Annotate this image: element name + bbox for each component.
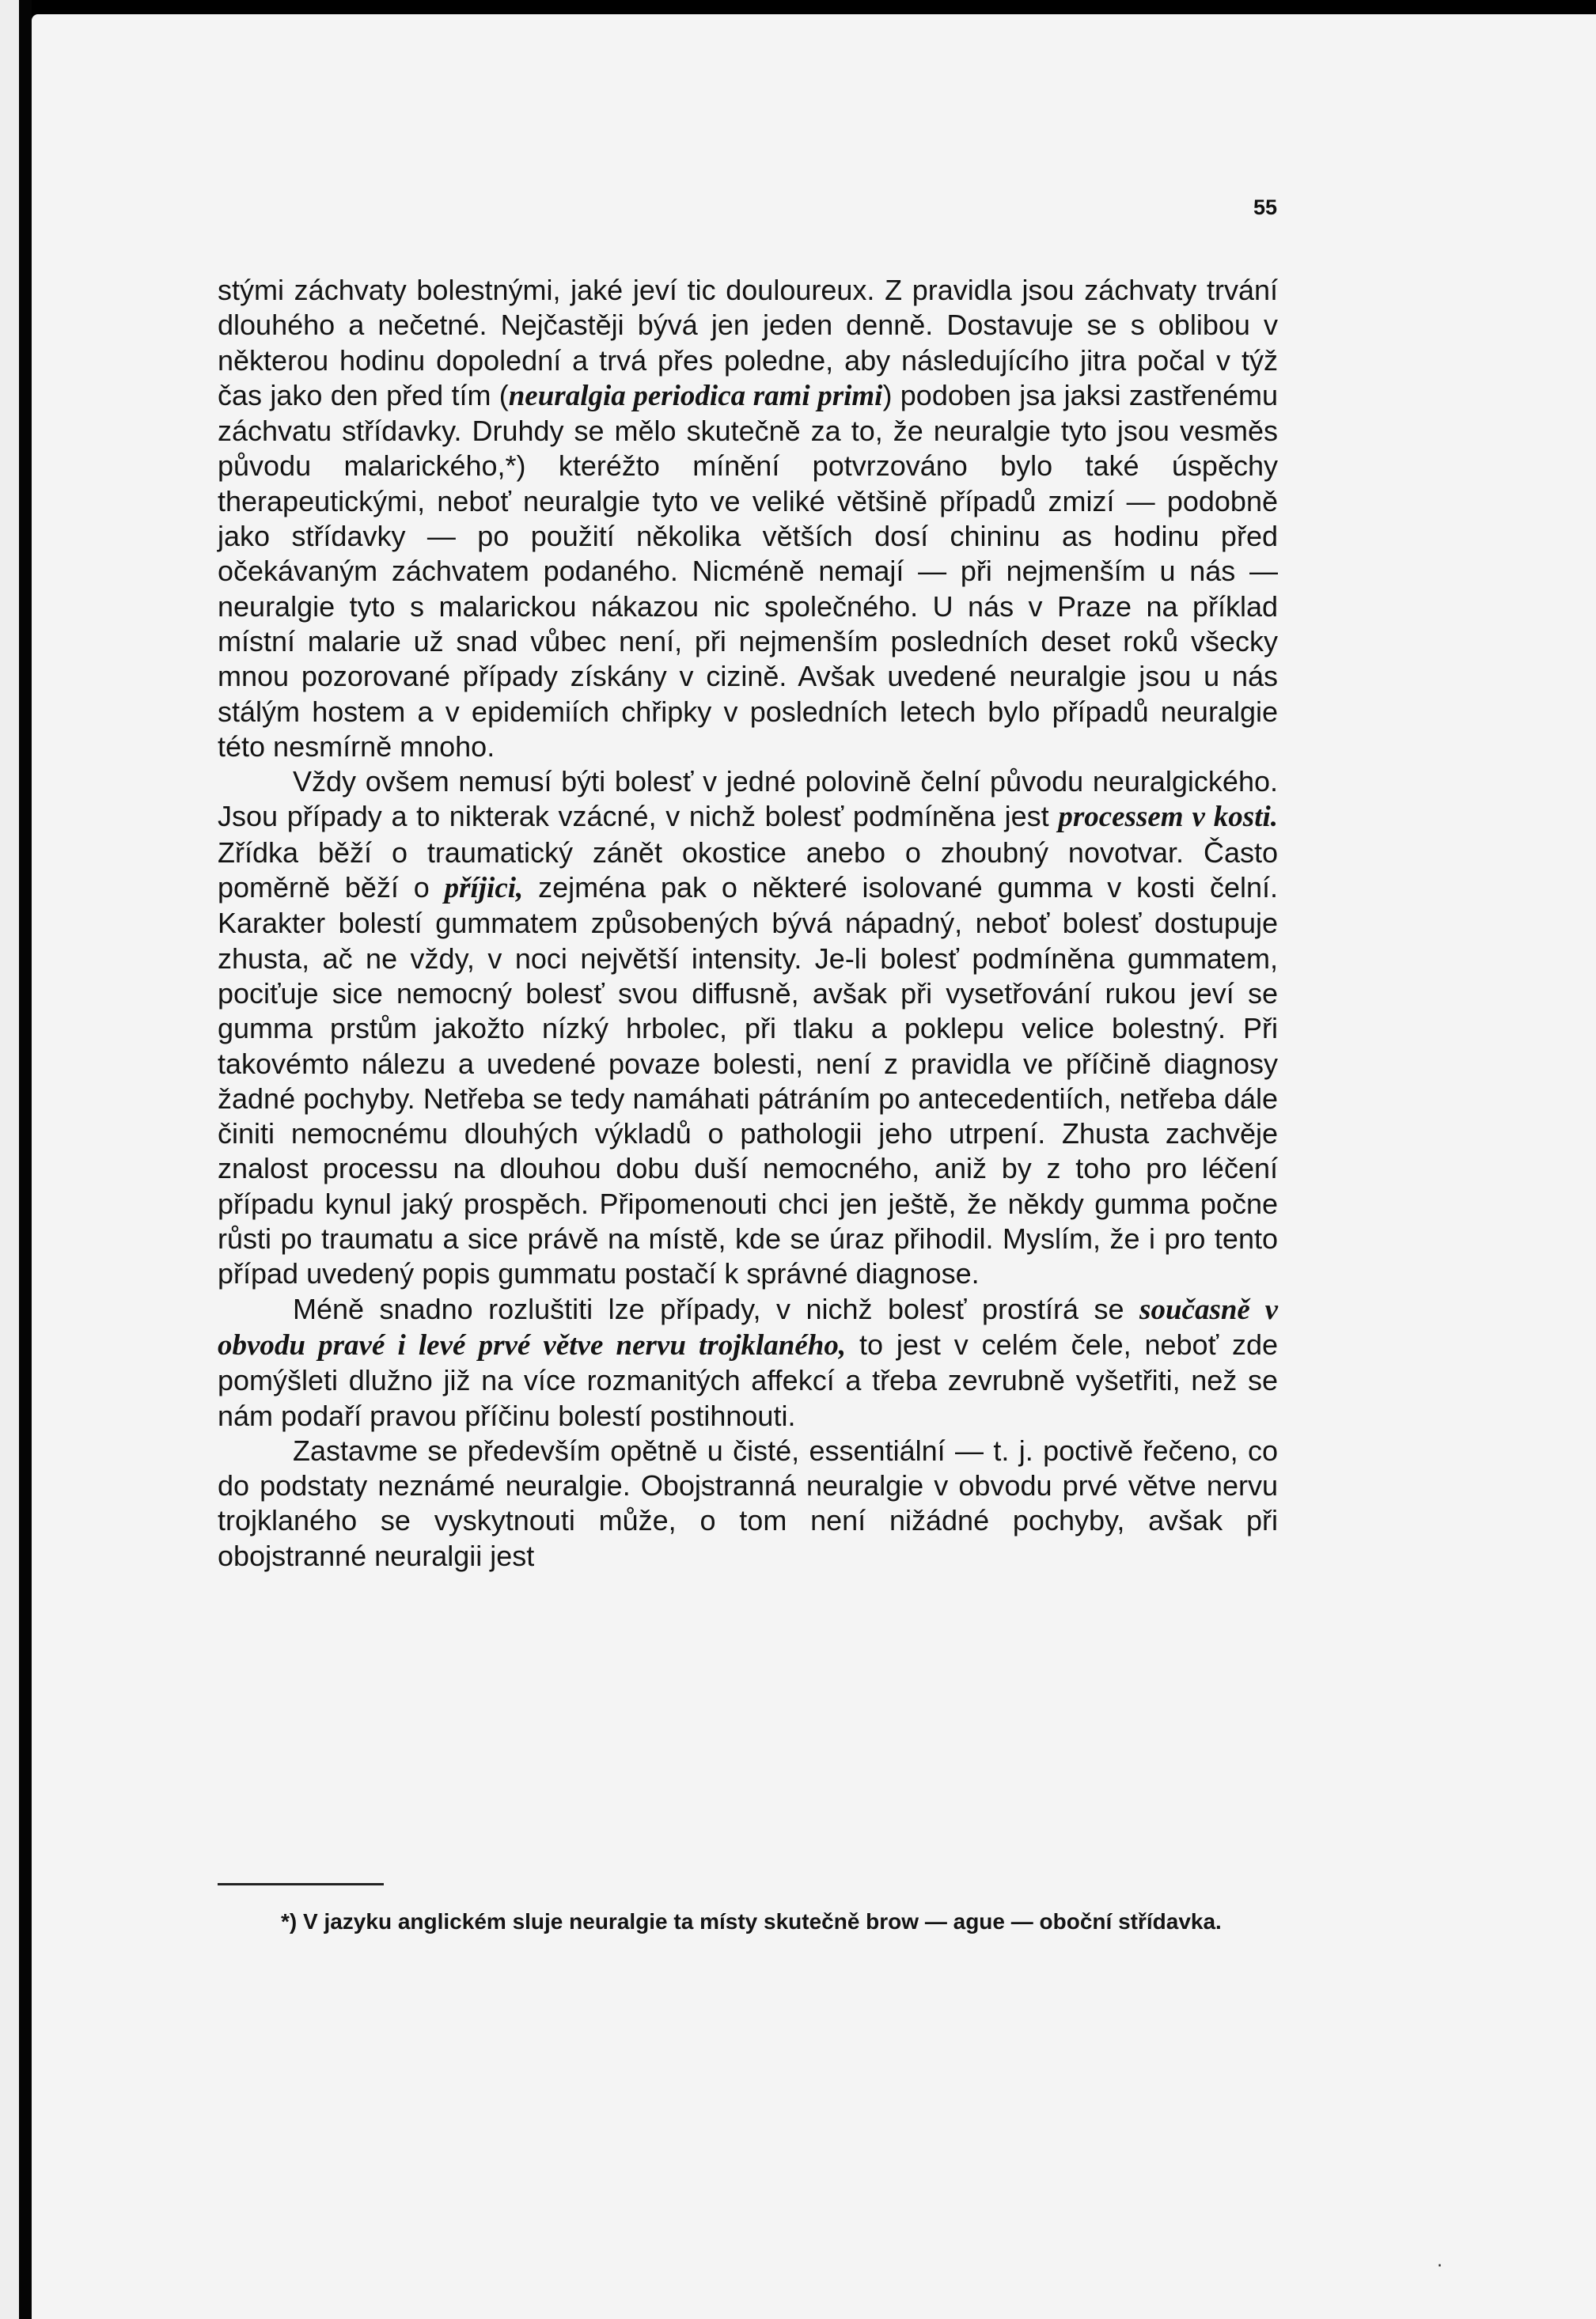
italic-term: současně v obvodu pravé i levé prvé větve nervu trojklaného,	[218, 1293, 1278, 1362]
corner-mark: ·	[1437, 2256, 1442, 2276]
paragraph-3	[218, 1292, 1278, 1434]
paragraph-1	[218, 273, 1278, 764]
text-run: stými záchvaty bolestnými, jaké jeví tic douloureux. Z pravidla jsou záchvaty trvání dlouhého a nečetné. Nejčastěji bývá jen jeden denně. Dostavuje se s oblibou v některou hodinu dopolední a trvá přes poledne, aby následujícího jitra počal v týž čas jako den před tím (	[218, 274, 1278, 411]
text-run: Vždy ovšem nemusí býti bolesť v jedné polovině čelní původu neuralgického. Jsou případy a to nikterak vzácné, v nichž bolesť podmíněna jest	[218, 765, 1278, 833]
text-run: zejména pak o některé isolované gumma v kosti čelní. Karakter bolestí gummatem způsobených bývá nápadný, neboť bolesť dostupuje zhusta, ač ne vždy, v noci největší intensity. Je-li bolesť podmíněna gummatem, pociťuje sice nemocný bolesť svou diffusně, avšak při vysetřování rukou jeví se gumma prstům jakožto nízký hrbolec, při tlaku a poklepu velice bolestný. Při takovémto nálezu a uvedené povaze bolesti, není z pravidla ve příčině diagnosy žadné pochyby. Netřeba se tedy namáhati pátráním po antecedentiích, netřeba dále činiti nemocnému dlouhých výkladů o pathologii jeho utrpení. Zhusta zachvěje znalost processu na dlouhou dobu duší nemocného, aniž by z toho pro léčení případu kynul jaký prospěch. Připomenouti chci jen ještě, že někdy gumma počne růsti po traumatu a sice právě na místě, kde se úraz přihodil. Myslím, že i pro tento případ uvedený popis gummatu postačí k správné diagnose.	[218, 871, 1278, 1290]
paragraph-2	[218, 764, 1278, 1291]
italic-term: příjici,	[444, 872, 524, 905]
paragraph-4	[218, 1434, 1278, 1574]
page-number: 55	[1253, 195, 1277, 219]
footnote-divider	[218, 1883, 384, 1885]
text-run: Zastavme se především opětně u čisté, essentiální — t. j. poctivě řečeno, co do podstaty neznámé neuralgie. Obojstranná neuralgie v obvodu prvé větve nervu trojklaného se vyskytnouti může, o tom není nižádné pochyby, avšak při obojstranné neuralgii jest	[218, 1434, 1278, 1572]
footnote: *) V jazyku anglickém sluje neuralgie ta místy skutečně brow — ague — oboční střídavka.	[281, 1909, 1222, 1934]
book-gutter-edge	[0, 0, 19, 2319]
text-run: Méně snadno rozluštiti lze případy, v nichž bolesť prostírá se	[293, 1292, 1140, 1325]
italic-term: processem v kosti.	[1058, 801, 1279, 834]
body-text	[218, 273, 1278, 1574]
book-gutter-shadow	[19, 0, 32, 2319]
text-run: ) podoben jsa jaksi zastřenému záchvatu střídavky. Druhdy se mělo skutečně za to, že neuralgie tyto jsou vesměs původu malarického,*) kteréžto mínění potvrzováno bylo také úspěchy therapeutickými, neboť neuralgie tyto ve veliké většině případů zmizí — podobně jako střídavky — po použití několika větších dosí chininu as hodinu před očekávaným záchvatem podaného. Nicméně nemají — při nejmenším u nás — neuralgie tyto s malarickou nákazou nic společného. U nás v Praze na příklad místní malarie už snad vůbec není, při nejmenším posledních deset roků všecky mnou pozorované případy získány v cizině. Avšak uvedené neuralgie jsou u nás stálým hostem a v epidemiích chřipky v posledních letech bylo případů neuralgie této nesmírně mnoho.	[218, 378, 1278, 763]
text-run: Zřídka běží o traumatický zánět okostice anebo o zhoubný novotvar. Často poměrně běží o	[218, 836, 1278, 904]
text-run: to jest v celém čele, neboť zde pomýšleti dlužno již na více rozmanitých affekcí a třeba zevrubně vyšetřiti, než se nám podaří pravou příčinu bolestí postihnouti.	[218, 1328, 1279, 1432]
italic-term: neuralgia periodica rami primi	[508, 379, 883, 412]
